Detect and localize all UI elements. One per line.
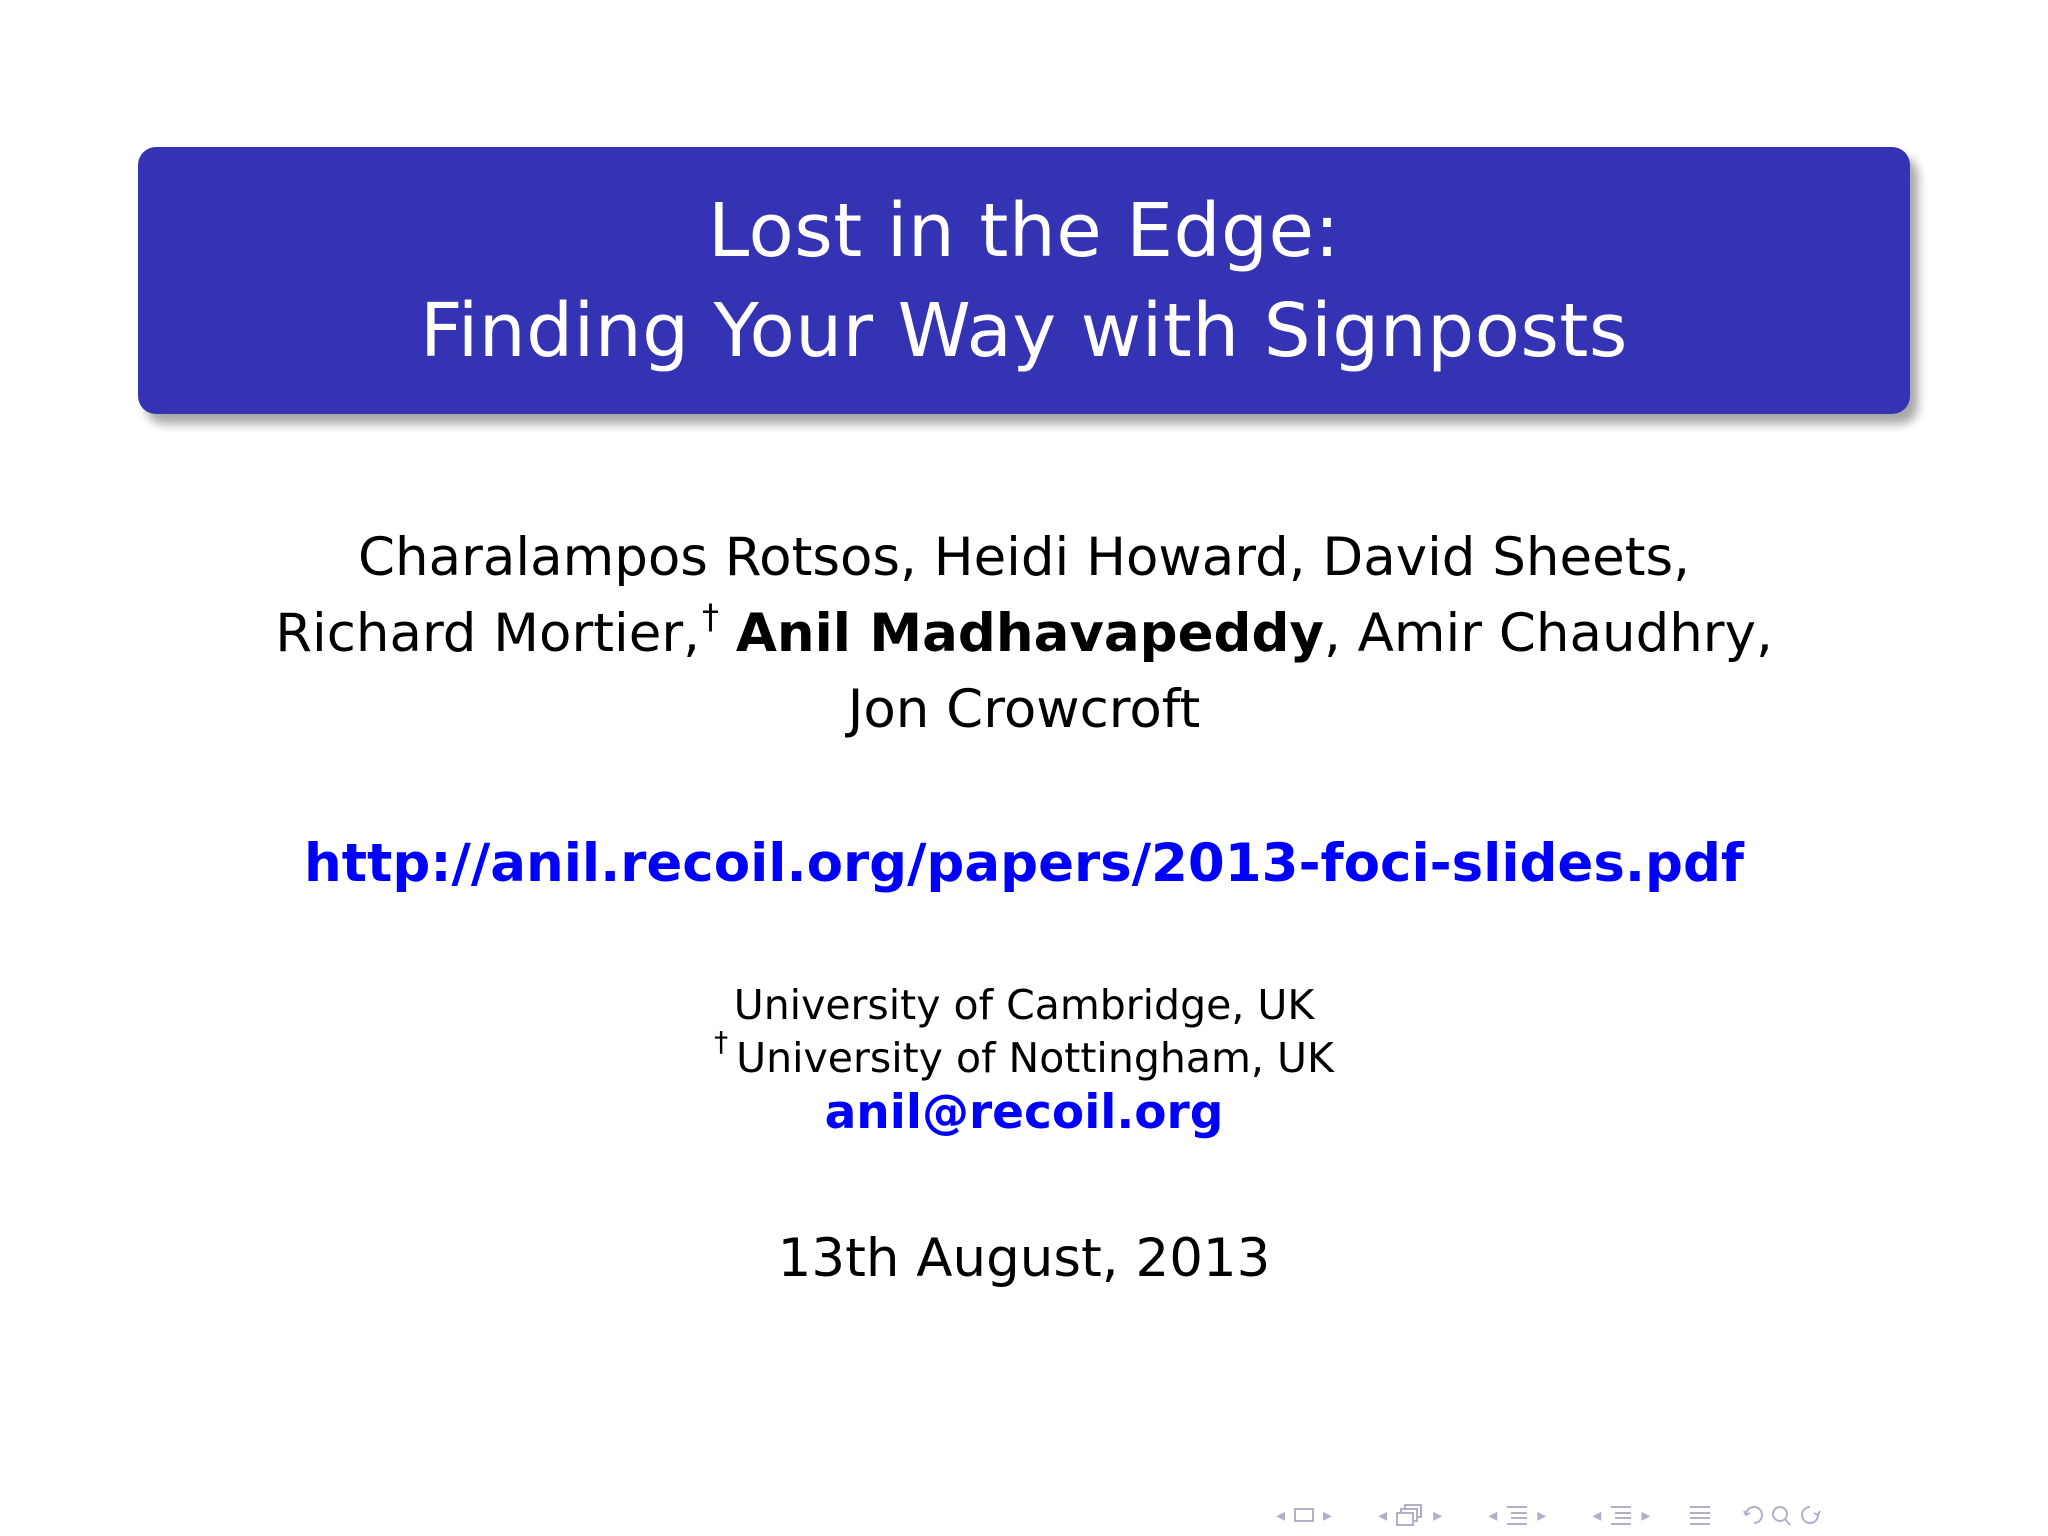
institute-cambridge: University of Cambridge, UK	[733, 981, 1315, 1029]
nav-left-arrow-icon[interactable]: ◂	[1488, 1504, 1498, 1526]
institute-nottingham-line	[0, 1025, 2048, 1085]
title-line-1: Lost in the Edge:	[708, 187, 1340, 274]
beamer-navigation-bar	[1268, 1500, 1822, 1530]
authors-line-2-rest: , Amir Chaudhry,	[1323, 603, 1773, 664]
nav-right-arrow-icon[interactable]: ▸	[1433, 1504, 1443, 1526]
nav-right-arrow-icon[interactable]: ▸	[1537, 1504, 1547, 1526]
nav-presentation-group[interactable]	[1584, 1503, 1658, 1527]
frame-icon[interactable]	[1293, 1506, 1315, 1524]
section-icon[interactable]	[1505, 1503, 1529, 1527]
presentation-icon[interactable]	[1609, 1503, 1633, 1527]
author-mortier: Richard Mortier,	[275, 603, 700, 664]
nav-right-arrow-icon[interactable]: ▸	[1323, 1504, 1333, 1526]
authors-line-2	[0, 596, 2048, 672]
nav-appendix-group[interactable]	[1688, 1503, 1712, 1527]
dagger-mark: †	[714, 1025, 729, 1059]
institute-nottingham: University of Nottingham, UK	[736, 1034, 1334, 1082]
authors-line-1: Charalampos Rotsos, Heidi Howard, David Sheets,	[358, 527, 1690, 588]
email-link[interactable]: anil@recoil.org	[824, 1085, 1224, 1140]
title-box	[138, 147, 1910, 414]
dagger-mark: †	[702, 597, 719, 638]
nav-left-arrow-icon[interactable]: ◂	[1378, 1504, 1388, 1526]
subsection-icon[interactable]	[1395, 1503, 1425, 1527]
institutes	[0, 979, 2048, 1141]
nav-search-group[interactable]	[1742, 1503, 1822, 1527]
presentation-date: 13th August, 2013	[777, 1228, 1271, 1289]
nav-right-arrow-icon[interactable]: ▸	[1641, 1504, 1651, 1526]
menu-icon[interactable]	[1688, 1503, 1712, 1527]
authors	[0, 520, 2048, 748]
nav-subsection-group[interactable]	[1370, 1503, 1450, 1527]
presenting-author: Anil Madhavapeddy	[735, 603, 1324, 664]
slides-url-link[interactable]: http://anil.recoil.org/papers/2013-foci-slides.pdf	[303, 833, 1744, 894]
title-line-2: Finding Your Way with Signposts	[420, 287, 1628, 374]
nav-left-arrow-icon[interactable]: ◂	[1276, 1504, 1286, 1526]
nav-section-group[interactable]	[1480, 1503, 1554, 1527]
search-icon[interactable]	[1742, 1503, 1822, 1527]
authors-line-3: Jon Crowcroft	[847, 679, 1201, 740]
nav-frame-group[interactable]	[1268, 1505, 1340, 1526]
nav-left-arrow-icon[interactable]: ◂	[1592, 1504, 1602, 1526]
